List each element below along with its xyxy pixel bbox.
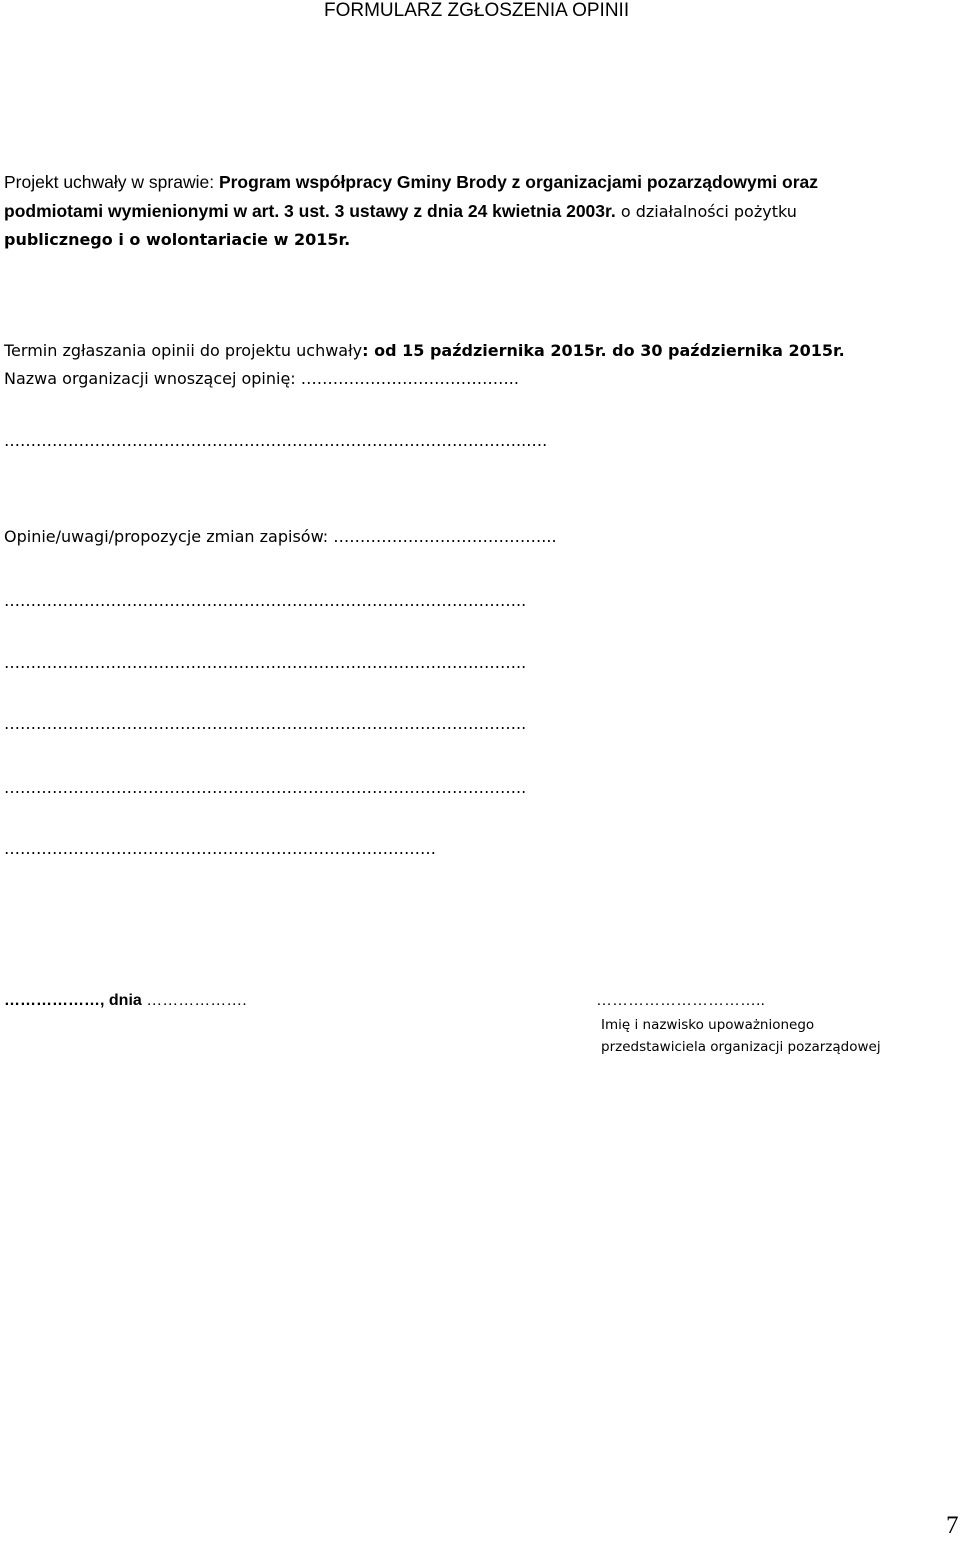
signature-label-2: przedstawiciela organizacji pozarządowej: [601, 1039, 881, 1055]
deadline-value: od 15 października 2015r. do 30 października 2015r.: [368, 341, 845, 360]
opinions-label: Opinie/uwagi/propozycje zmian zapisów:: [4, 527, 329, 546]
project-title-part-4: publicznego i o wolontariacie w 2015r.: [4, 230, 351, 249]
project-title-part-1: Program współpracy Gminy Brody z organizacjami pozarządowymi oraz: [218, 172, 818, 192]
project-title-part-3: o działalności pożytku: [615, 202, 797, 221]
opinions-fill-0[interactable]: …………………………………...: [333, 527, 557, 546]
project-prefix: Projekt uchwały w sprawie:: [4, 172, 219, 192]
opinions-fill-5[interactable]: ………………………………………………………………………: [4, 839, 436, 858]
deadline-label: Termin zgłaszania opinii do projektu uchwały: [4, 341, 363, 360]
page-title: FORMULARZ ZGŁOSZENIA OPINII: [324, 0, 630, 21]
organization-label: Nazwa organizacji wnoszącej opinię:: [4, 369, 296, 388]
opinions-fill-4[interactable]: ……………………………………………………………………………………..: [4, 778, 527, 797]
signature-label-1: Imię i nazwisko upoważnionego: [601, 1017, 815, 1033]
opinions-fill-3[interactable]: ……………………………………………………………………………………..: [4, 714, 527, 733]
page-number: 7: [946, 1512, 959, 1539]
project-line-1: [4, 172, 818, 193]
deadline-line: [4, 341, 845, 360]
opinions-line: [4, 527, 557, 546]
place-date-line: [4, 992, 247, 1010]
project-title-part-2: podmiotami wymienionymi w art. 3 ust. 3 ustawy z dnia 24 kwietnia 2003r.: [4, 201, 616, 221]
organization-line: [4, 369, 519, 388]
place-date-separator: , dnia: [100, 992, 142, 1009]
opinions-fill-2[interactable]: ……………………………………………………………………………………..: [4, 653, 527, 672]
project-line-3: [4, 230, 350, 249]
date-fill[interactable]: ……………….: [141, 992, 247, 1009]
project-line-2: [4, 201, 797, 222]
organization-fill-2[interactable]: ……………………………………………………………………………………..….: [4, 431, 548, 450]
place-fill[interactable]: ………………: [4, 992, 100, 1009]
organization-fill-1[interactable]: …………………………………..: [300, 369, 519, 388]
opinions-fill-1[interactable]: ……………………………………………………………………………………..: [4, 591, 527, 610]
deadline-colon: :: [362, 341, 369, 360]
signature-fill[interactable]: …………………………..: [596, 992, 765, 1009]
